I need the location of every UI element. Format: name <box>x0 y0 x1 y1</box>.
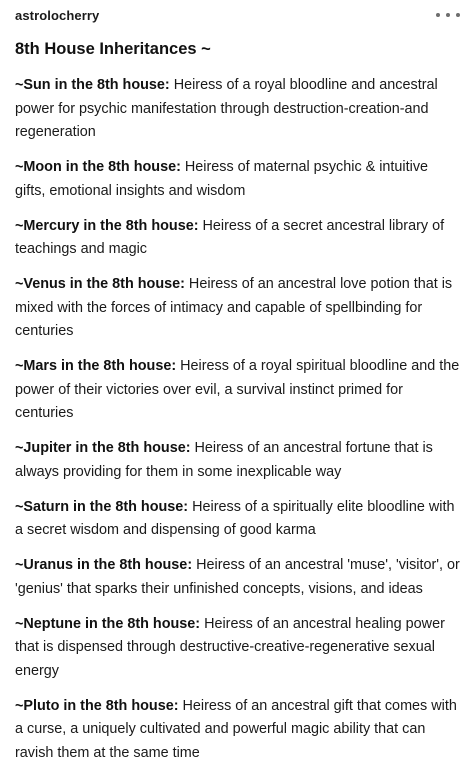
entry-text: Heiress of a royal bloodline and ancestral power for psychic manifestation through destruction-creation-and regeneration <box>15 77 438 140</box>
entry-text: Heiress of a royal spiritual bloodline and the power of their victories over evil, a survival instinct primed for centuries <box>15 358 459 421</box>
entry-label: ~Venus in the 8th house: <box>15 276 185 292</box>
entry-text: Heiress of an ancestral 'muse', 'visitor', or 'genius' that sparks their unfinished concepts, visions, and ideas <box>15 557 460 597</box>
entry-text: Heiress of a spiritually elite bloodline with a secret wisdom and dispensing of good karma <box>15 499 454 539</box>
entry-mars <box>15 355 460 426</box>
more-dot <box>456 13 460 17</box>
entry-text: Heiress of maternal psychic & intuitive gifts, emotional insights and wisdom <box>15 159 428 199</box>
entry-pluto <box>15 695 460 765</box>
entry-uranus <box>15 554 460 601</box>
post-header <box>15 0 460 30</box>
post-body <box>15 74 460 765</box>
more-horizontal-icon[interactable] <box>436 8 460 22</box>
entry-neptune <box>15 613 460 684</box>
entry-text: Heiress of a secret ancestral library of teachings and magic <box>15 218 444 258</box>
entry-text: Heiress of an ancestral healing power that is dispensed through destructive-creative-regenerative sexual energy <box>15 616 445 679</box>
username-link[interactable]: astrolocherry <box>15 8 99 23</box>
entry-label: ~Mars in the 8th house: <box>15 358 176 374</box>
entry-text: Heiress of an ancestral fortune that is always providing for them in some inexplicable way <box>15 440 433 480</box>
entry-text: Heiress of an ancestral love potion that is mixed with the forces of intimacy and capable of spellbinding for centuries <box>15 276 452 339</box>
entry-label: ~Saturn in the 8th house: <box>15 499 188 515</box>
entry-label: ~Neptune in the 8th house: <box>15 616 200 632</box>
entry-sun <box>15 74 460 145</box>
entry-label: ~Sun in the 8th house: <box>15 77 170 93</box>
entry-label: ~Pluto in the 8th house: <box>15 698 179 714</box>
entry-label: ~Moon in the 8th house: <box>15 159 181 175</box>
entry-jupiter <box>15 437 460 484</box>
entry-label: ~Uranus in the 8th house: <box>15 557 192 573</box>
entry-label: ~Jupiter in the 8th house: <box>15 440 191 456</box>
entry-mercury <box>15 215 460 262</box>
more-dot <box>436 13 440 17</box>
entry-saturn <box>15 496 460 543</box>
entry-moon <box>15 156 460 203</box>
post-title: 8th House Inheritances ~ <box>15 38 460 60</box>
more-dot <box>446 13 450 17</box>
entry-text: Heiress of an ancestral gift that comes with a curse, a uniquely cultivated and powerful magic ability that can ravish them at the same time <box>15 698 457 761</box>
entry-label: ~Mercury in the 8th house: <box>15 218 199 234</box>
entry-venus <box>15 273 460 344</box>
